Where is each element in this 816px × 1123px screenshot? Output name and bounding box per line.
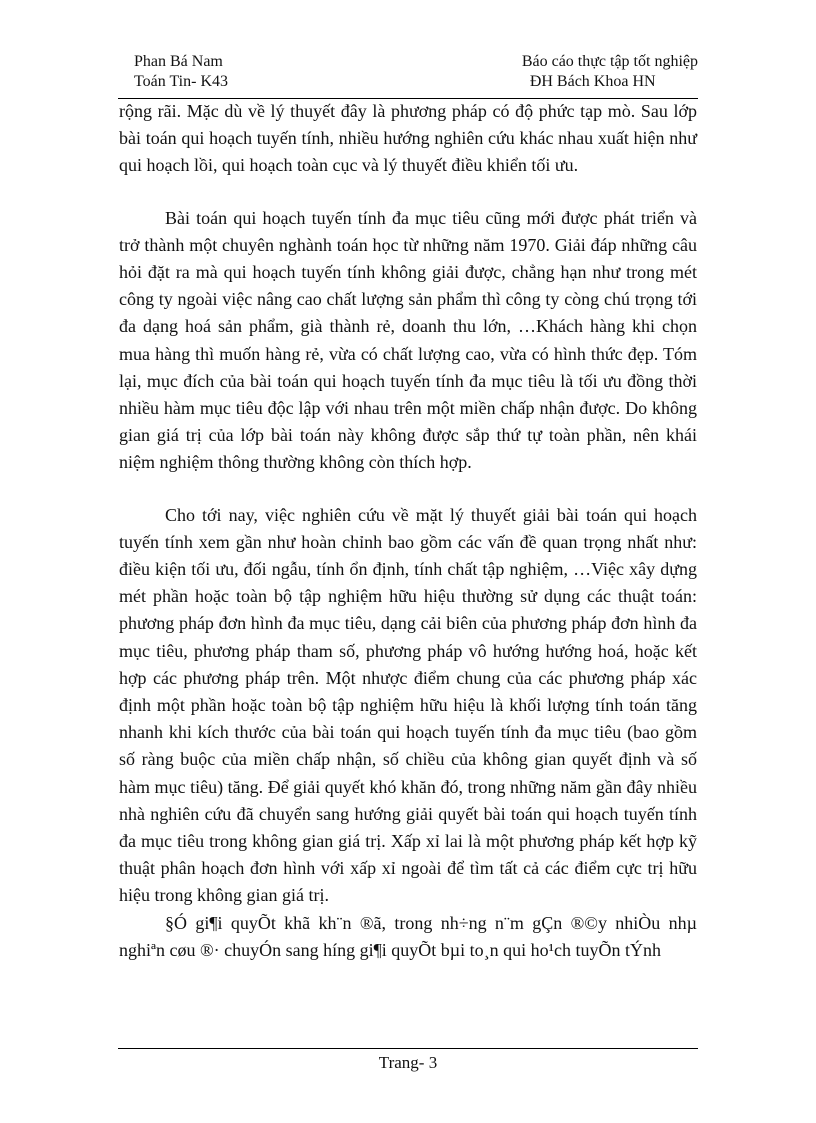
- paragraph-garbled-encoding: §Ó gi¶i quyÕt khã kh¨n ®ã, trong nh÷ng n¨m gÇn ®©y nhiÒu nhµ nghiªn cøu ®· chuyÓn sang híng gi¶i quyÕt bµi to¸n qui ho¹ch tuyÕn tÝnh: [119, 912, 697, 960]
- university-name: ĐH Bách Khoa HN: [529, 73, 656, 90]
- author-name: Phan Bá Nam: [134, 53, 223, 70]
- header-left: [134, 52, 228, 92]
- page-number: Trang- 3: [378, 1053, 438, 1072]
- header-right: [522, 52, 698, 92]
- page-footer: [118, 1048, 698, 1072]
- class-name: Toán Tin- K43: [134, 73, 229, 90]
- page-header: [118, 52, 698, 99]
- report-title: Báo cáo thực tập tốt nghiệp: [521, 53, 698, 70]
- paragraph-continuation: rộng rãi. Mặc dù về lý thuyết đây là phương pháp có độ phức tạp mò. Sau lớp bài toán qui hoạch tuyến tính, nhiều hướng nghiên cứu khác nhau xuất hiện như qui hoạch lồi, qui hoạch toàn cục và lý thuyết điều khiển tối ưu.: [119, 101, 697, 176]
- paragraph-research-overview: Cho tới nay, việc nghiên cứu về mặt lý thuyết giải bài toán qui hoạch tuyến tính xem gần như hoàn chỉnh bao gồm các vấn đề quan trọng nhất như: điều kiện tối ưu, đối ngẫu, tính ổn định, tính chất tập nghiệm, …Việc xây dựng mét phần hoặc toàn bộ tập nghiệm hữu hiệu thường sử dụng các thuật toán: phương pháp đơn hình đa mục tiêu, dạng cải biên của phương pháp đơn hình đa mục tiêu, phương pháp tham số, phương pháp vô hướng hướng hoá, hoặc kết hợp các phương pháp trên. Một nhược điểm chung của các phương pháp xác định một phần hoặc toàn bộ tập nghiệm hữu hiệu là khối lượng tính toán tăng nhanh khi kích thước của bài toán qui hoạch tuyến tính đa mục tiêu (bao gồm số ràng buộc của miền chấp nhận, số chiều của không gian quyết định và số hàm mục tiêu) tăng. Để giải quyết khó khăn đó, trong những năm gần đây nhiều nhà nghiên cứu đã chuyển sang hướng giải quyết bài toán qui hoạch tuyến tính đa mục tiêu trong không gian giá trị. Xấp xỉ lai là một phương pháp kết hợp kỹ thuật phân hoạch đơn hình với xấp xỉ ngoài để tìm tất cả các điểm cực trị hữu hiệu trong không gian giá trị.: [119, 504, 697, 906]
- paragraph-multiobjective-intro: Bài toán qui hoạch tuyến tính đa mục tiêu cũng mới được phát triển và trở thành một chuyên nghành toán học từ những năm 1970. Giải đáp những câu hỏi đặt ra mà qui hoạch tuyến tính không giải được, chẳng hạn như trong mét công ty ngoài việc nâng cao chất lượng sản phẩm thì công ty còng chú trọng tới đa dạng hoá sản phẩm, già thành rẻ, doanh thu lớn, …Khách hàng khi chọn mua hàng thì muốn hàng rẻ, vừa có chất lượng cao, vừa có hình thức đẹp. Tóm lại, mục đích của bài toán qui hoạch tuyến tính đa mục tiêu là tối ưu đồng thời nhiều hàm mục tiêu độc lập với nhau trên một miền chấp nhận được. Do không gian giá trị của lớp bài toán này không được sắp thứ tự toàn phần, nên khái niệm nghiệm thông thường không còn thích hợp.: [119, 207, 697, 473]
- document-body: [119, 98, 697, 964]
